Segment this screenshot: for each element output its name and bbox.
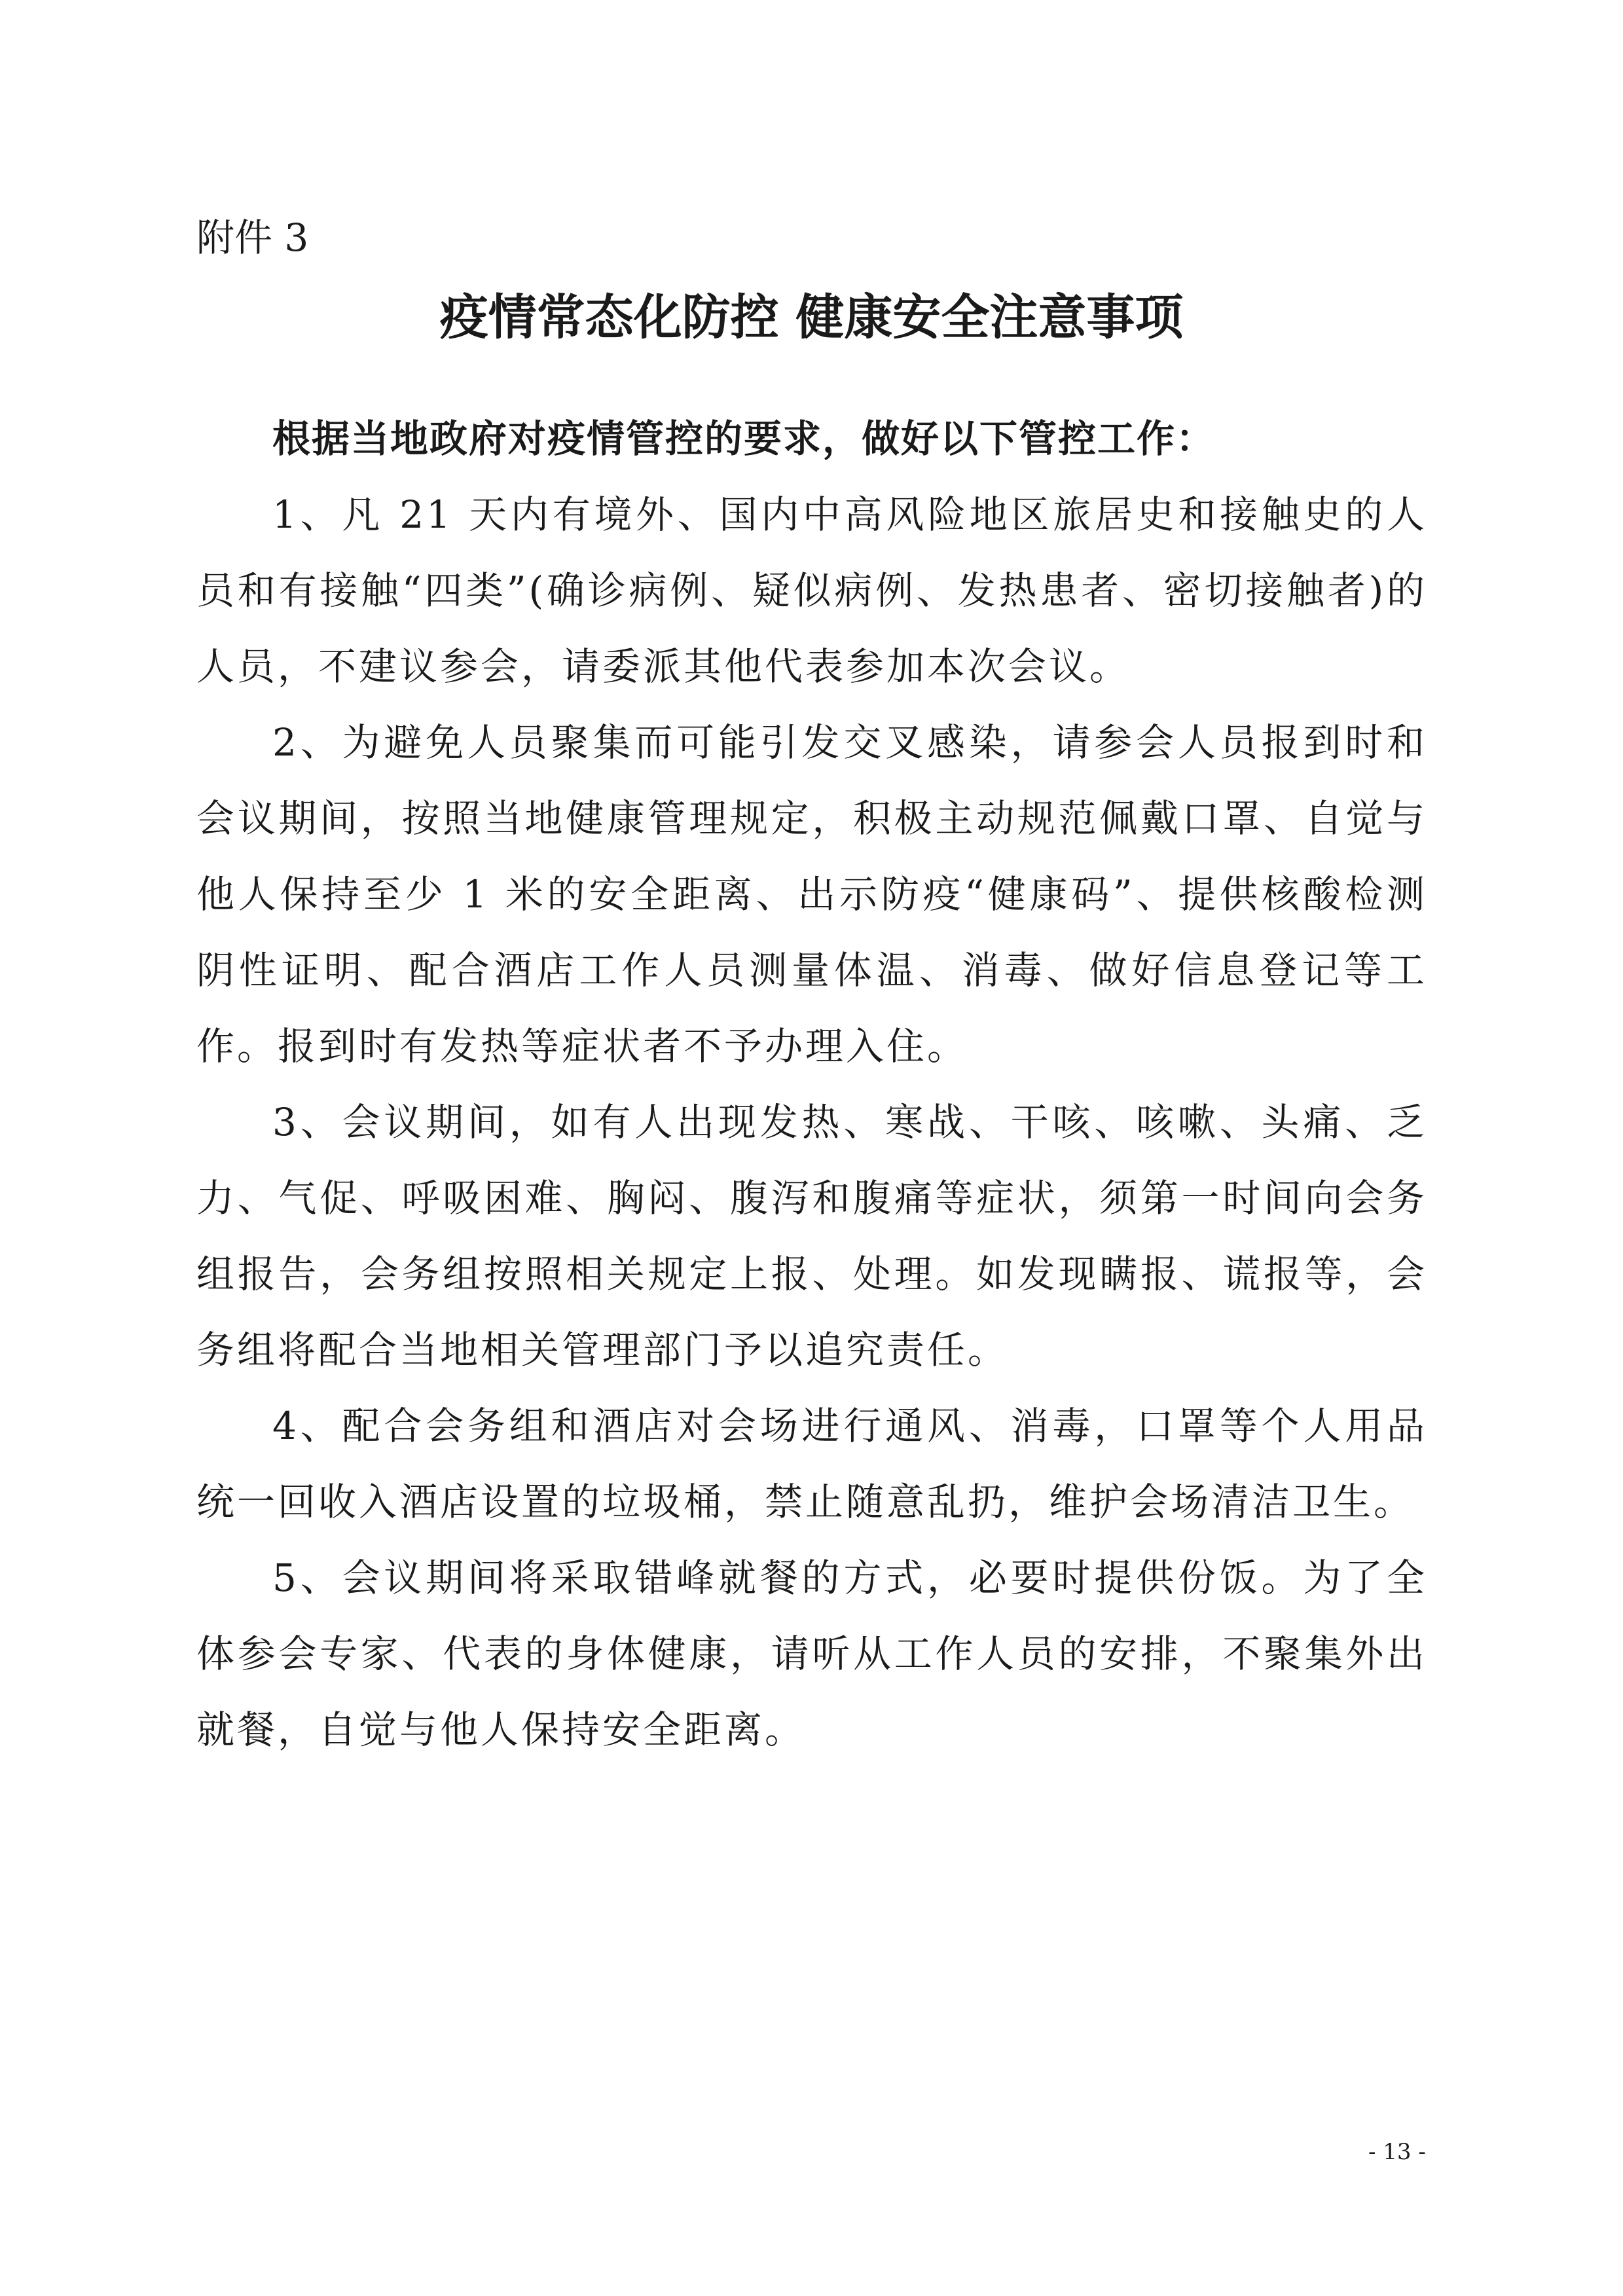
item-paragraph-2: 2、为避免人员聚集而可能引发交叉感染，请参会人员报到时和会议期间，按照当地健康管理规定，积极主动规范佩戴口罩、自觉与他人保持至少 1 米的安全距离、出示防疫“健康码”、提供核酸检测阴性证明、配合酒店工作人员测量体温、消毒、做好信息登记等工作。报到时有发热等症状者不予办理入住。 xyxy=(196,720,1427,1068)
item-paragraph-5: 5、会议期间将采取错峰就餐的方式，必要时提供份饭。为了全体参会专家、代表的身体健康，请听从工作人员的安排，不聚集外出就餐，自觉与他人保持安全距离。 xyxy=(196,1556,1427,1752)
attachment-label: 附件 3 xyxy=(196,215,309,260)
document-title: 疫情常态化防控 健康安全注意事项 xyxy=(439,289,1184,346)
item-paragraph-1: 1、凡 21 天内有境外、国内中高风险地区旅居史和接触史的人员和有接触“四类”(确诊病例、疑似病例、发热患者、密切接触者)的人员，不建议参会，请委派其他代表参加本次会议。 xyxy=(196,492,1427,689)
document-body xyxy=(196,401,1427,1768)
lead-paragraph: 根据当地政府对疫情管控的要求，做好以下管控工作： xyxy=(272,416,1216,461)
page-number: - 13 - xyxy=(1368,2139,1426,2165)
item-paragraph-3: 3、会议期间，如有人出现发热、寒战、干咳、咳嗽、头痛、乏力、气促、呼吸困难、胸闷、腹泻和腹痛等症状，须第一时间向会务组报告，会务组按照相关规定上报、处理。如发现瞒报、谎报等，会务组将配合当地相关管理部门予以追究责任。 xyxy=(196,1100,1427,1372)
item-paragraph-4: 4、配合会务组和酒店对会场进行通风、消毒，口罩等个人用品统一回收入酒店设置的垃圾桶，禁止随意乱扔，维护会场清洁卫生。 xyxy=(196,1404,1427,1524)
